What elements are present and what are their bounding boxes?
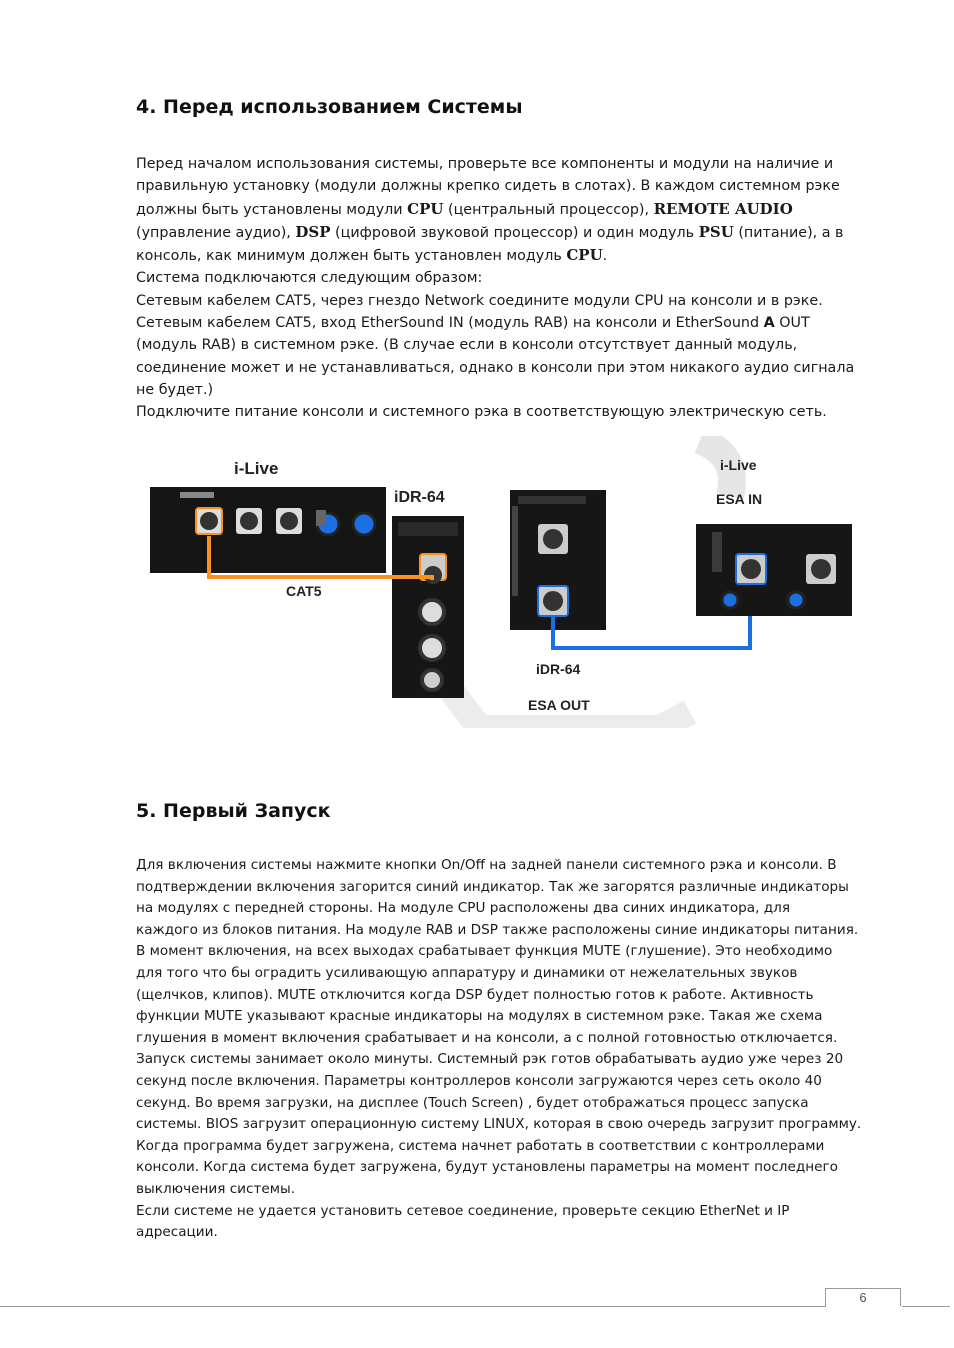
section-5-title: 5. Первый Запуск: [136, 800, 331, 822]
text-line: Сетевым кабелем CAT5, вход EtherSound IN (модуль RAB) на консоли и EtherSound A OUT: [136, 315, 810, 332]
esa-out-label: ESA OUT: [528, 697, 590, 713]
cpu-term: CPU: [566, 246, 603, 265]
footer-rule: [902, 1306, 950, 1307]
text-line: Запуск системы занимает около минуты. Системный рэк готов обрабатывать аудио уже через 20: [136, 1051, 844, 1068]
footer-rule: [0, 1306, 826, 1307]
text-line: Подключите питание консоли и системного рэка в соответствующую электрическую сеть.: [136, 404, 827, 421]
text-line: Перед началом использования системы, проверьте все компоненты и модули на наличие и: [136, 156, 834, 172]
idr64-rack-module: [392, 516, 464, 698]
esa-in-label: ESA IN: [716, 491, 763, 507]
section-4-title: 4. Перед использованием Системы: [136, 96, 523, 118]
text-line: Когда программа будет загружена, система начнет работать в соответствии с контроллерами: [136, 1137, 825, 1154]
text-line: на модулях с передней стороны. На модуле CPU расположены два синих индикатора, для: [136, 900, 791, 917]
page-number: 6: [825, 1288, 901, 1306]
idr64-top-label: iDR-64: [394, 489, 445, 506]
ilive-esa-in-panel: [696, 524, 852, 616]
text-line: Система подключаются следующим образом:: [136, 270, 483, 287]
esa-out-module: [510, 490, 606, 630]
text-line: подтверждении включения загорится синий индикатор. Так же загорятся различные индикаторы: [136, 878, 849, 895]
text-line: должны быть установлены модули CPU (центральный процессор), REMOTE AUDIO: [136, 199, 793, 218]
section-5-body: [136, 855, 896, 1244]
text-line: Сетевым кабелем CAT5, через гнездо Network соедините модули CPU на консоли и в рэке.: [136, 292, 823, 309]
text-line: правильную установку (модули должны крепко сидеть в слотах). В каждом системном рэке: [136, 178, 840, 195]
text-line: для того что бы оградить усиливающую аппаратуру и динамики от нежелательных звуков: [136, 964, 798, 981]
ilive-console-panel: [150, 487, 386, 573]
text-line: функции MUTE указывают красные индикаторы на модулях в системном рэке. Такая же схема: [136, 1008, 823, 1025]
text-line: выключения системы.: [136, 1180, 296, 1197]
text-line: (модуль RAB) в системном рэке. (В случае если в консоли отсутствует данный модуль,: [136, 337, 798, 354]
text-line: не будет.): [136, 381, 214, 398]
text-line: адресации.: [136, 1224, 218, 1241]
cpu-term: CPU: [407, 199, 444, 218]
text-line: Для включения системы нажмите кнопки On/Off на задней панели системного рэка и консоли. В: [136, 857, 837, 873]
dsp-term: DSP: [295, 222, 331, 241]
connection-diagram: [140, 436, 860, 728]
psu-term: PSU: [698, 222, 734, 241]
ilive-left-label: i-Live: [234, 459, 279, 478]
text-line: (щелчков, клипов). MUTE отключится когда DSP будет полностью готов к работе. Активность: [136, 986, 814, 1003]
text-line: Если системе не удается установить сетевое соединение, проверьте секцию EtherNet и IP: [136, 1202, 790, 1219]
text-line: В момент включения, на всех выходах срабатывает функция MUTE (глушение). Это необходимо: [136, 943, 833, 960]
section-4-body: [136, 153, 896, 424]
ilive-right-label: i-Live: [720, 457, 757, 473]
text-line: глушения в момент включения срабатывает и на консоли, а с полной готовностью отключается.: [136, 1029, 838, 1046]
text-line: секунд. Во время загрузки, на дисплее (Touch Screen) , будет отображаться процесс запуска: [136, 1094, 809, 1111]
text-line: консоли. Когда система будет загружена, будут установлены параметры на момент последнего: [136, 1159, 838, 1176]
text-line: секунд после включения. Параметры контроллеров консоли загружаются через сеть около 40: [136, 1072, 822, 1089]
text-line: системы. BIOS загрузит операционную систему LINUX, которая в свою очередь загрузит программу.: [136, 1116, 862, 1133]
text-line: соединение может и не устанавливаться, однако в консоли при этом никакого аудио сигнала: [136, 359, 855, 376]
text-line: (управление аудио), DSP (цифровой звуковой процессор) и один модуль PSU (питание), а в: [136, 222, 844, 241]
remote-audio-term: REMOTE AUDIO: [653, 199, 793, 218]
cat5-label: CAT5: [286, 583, 322, 599]
text-line: консоль, как минимум должен быть установлен модуль CPU.: [136, 246, 608, 265]
text-line: каждого из блоков питания. На модуле RAB и DSP также расположены синие индикаторы питания.: [136, 921, 859, 938]
idr64-bottom-label: iDR-64: [536, 661, 581, 677]
